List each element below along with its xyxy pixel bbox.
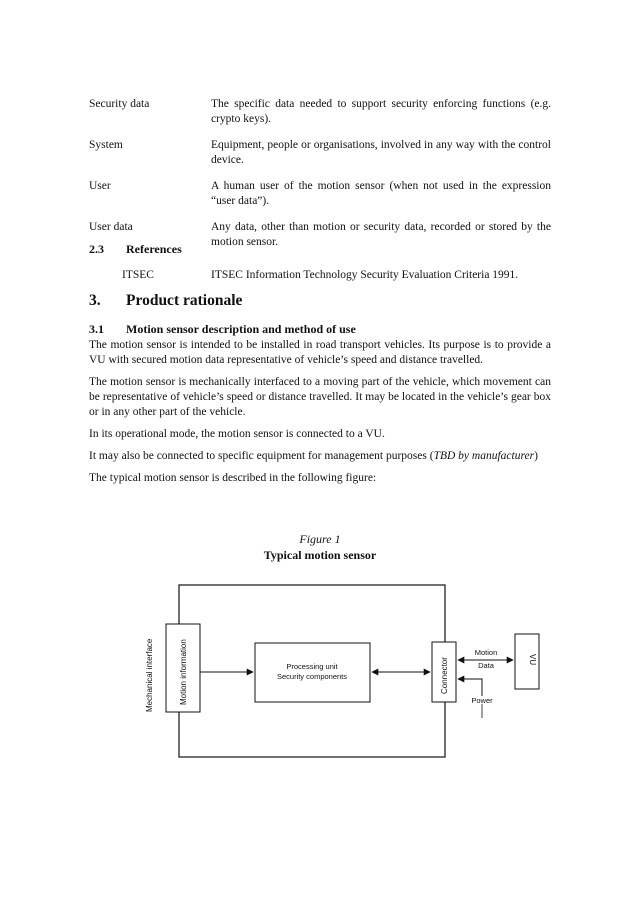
paragraph: The motion sensor is intended to be installed in road transport vehicles. Its purpose is to provide a VU with secured motion data representative of vehicle’s speed and distance travelled. (89, 339, 551, 366)
figure-number: Figure 1 (299, 532, 341, 546)
paragraph-text: ) (534, 450, 538, 462)
section-number: 3. (89, 292, 101, 309)
processing-unit-label: Processing unit (286, 662, 338, 671)
reference-text: ITSEC Information Technology Security Evaluation Criteria 1991. (211, 269, 519, 281)
mechanical-interface-label: Mechanical interface (145, 638, 154, 712)
figure-title: Typical motion sensor (263, 548, 377, 562)
security-components-label: Security components (276, 672, 348, 681)
power-arrow (458, 679, 482, 696)
paragraph-italic: TBD by manufacturer (433, 450, 535, 462)
paragraph: The motion sensor is mechanically interfaced to a moving part of the vehicle, which movement can be representative of vehicle’s speed or distance travelled. It may be located in the vehicle’s gear box or in any other part of the vehicle. (89, 376, 551, 418)
definition-text: Any data, other than motion or security data, recorded or stored by the motion sensor. (211, 221, 551, 248)
paragraph: The typical motion sensor is described in the following figure: (89, 472, 377, 484)
power-label: Power (471, 696, 493, 705)
definition-term: System (89, 139, 123, 151)
section-number: 3.1 (89, 322, 104, 336)
data-label: Data (478, 661, 494, 670)
definition-term: User data (89, 221, 133, 233)
section-title: References (126, 242, 182, 256)
definition-term: User (89, 180, 111, 192)
motion-label: Motion (474, 648, 498, 657)
reference-term: ITSEC (122, 269, 154, 281)
motion-information-label: Motion information (179, 639, 188, 705)
section-title: Motion sensor description and method of use (126, 322, 356, 336)
paragraph-text: It may also be connected to specific equipment for management purposes ( (89, 450, 434, 462)
definition-term: Security data (89, 98, 150, 110)
definition-text: A human user of the motion sensor (when not used in the expression “user data”). (211, 180, 551, 207)
definition-text: The specific data needed to support security enforcing functions (e.g. crypto keys). (211, 98, 551, 125)
definition-text: Equipment, people or organisations, involved in any way with the control device. (211, 139, 551, 166)
connector-label: Connector (440, 657, 449, 694)
paragraph: In its operational mode, the motion sensor is connected to a VU. (89, 428, 385, 440)
vu-label: VU (528, 654, 537, 666)
section-title: Product rationale (126, 292, 243, 309)
section-number: 2.3 (89, 242, 104, 256)
